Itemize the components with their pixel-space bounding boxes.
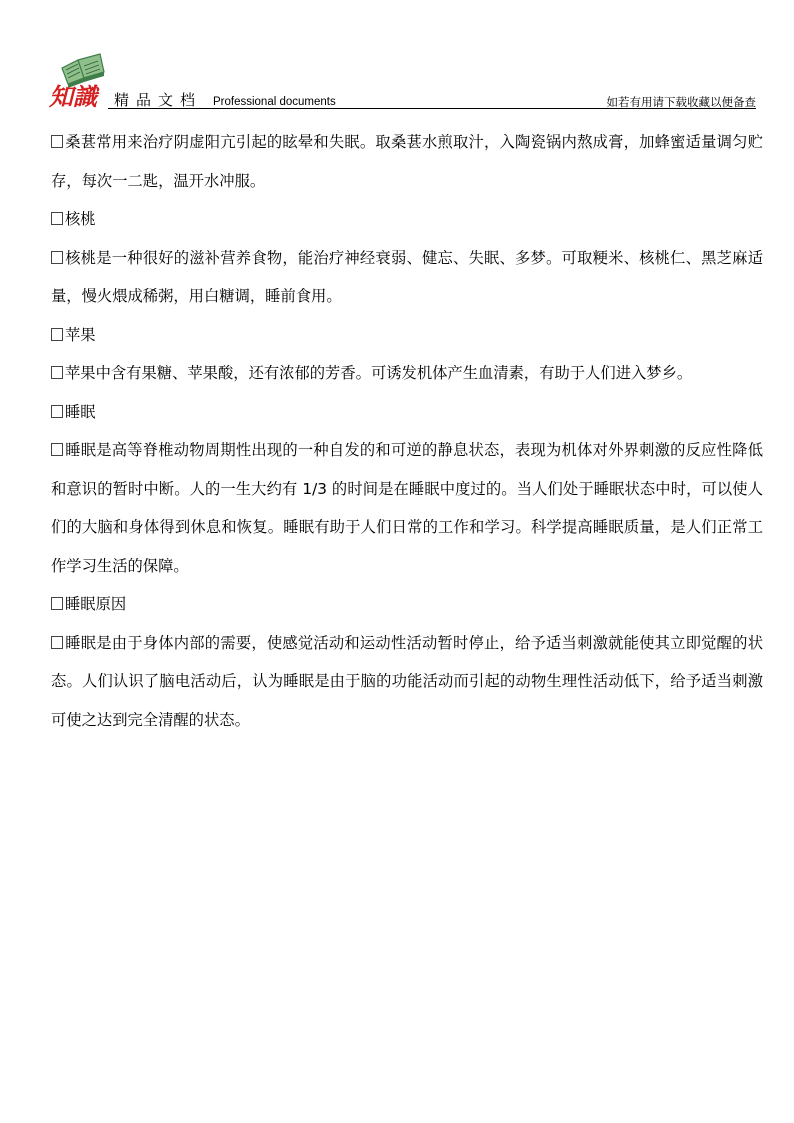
checkbox-glyph [51, 597, 63, 610]
heading-walnut [51, 200, 763, 239]
paragraph-text: 睡眠是高等脊椎动物周期性出现的一种自发的和可逆的静息状态，表现为机体对外界刺激的反应性降低和意识的暂时中断。人的一生大约有 1/3 的时间是在睡眠中度过的。当人们处于睡眠状态中时，可以使人们的大脑和身体得到休息和恢复。睡眠有助于人们日常的工作和学习。科学提高睡眠质量，是人们正常工作学习生活的保障。 [51, 441, 763, 575]
checkbox-glyph [51, 366, 63, 379]
checkbox-glyph [51, 636, 63, 649]
heading-sleep [51, 393, 763, 432]
logo [48, 52, 110, 108]
header-rule [108, 108, 756, 109]
heading-text: 睡眠 [65, 402, 96, 421]
checkbox-glyph [51, 251, 63, 264]
checkbox-glyph [51, 328, 63, 341]
paragraph-sleep-cause [51, 624, 763, 740]
heading-apple [51, 316, 763, 355]
paragraph-text: 苹果中含有果糖、苹果酸，还有浓郁的芳香。可诱发机体产生血清素，有助于人们进入梦乡。 [65, 364, 693, 382]
paragraph-mulberry [51, 123, 763, 200]
page-header [48, 52, 756, 110]
book-logo-icon [48, 52, 110, 108]
checkbox-glyph [51, 405, 63, 418]
checkbox-glyph [51, 212, 63, 225]
header-subtitle: Professional documents [213, 96, 336, 108]
header-title: 精品文档 [114, 91, 203, 109]
checkbox-glyph [51, 443, 63, 456]
heading-text: 睡眠原因 [65, 595, 127, 613]
paragraph-text: 桑葚常用来治疗阴虚阳亢引起的眩晕和失眠。取桑葚水煎取汁，入陶瓷锅内熬成膏，加蜂蜜适量调匀贮存，每次一二匙，温开水冲服。 [51, 133, 763, 190]
header-note: 如若有用请下载收藏以便备查 [606, 95, 756, 109]
paragraph-walnut [51, 239, 763, 316]
paragraph-apple [51, 354, 763, 393]
document-body [51, 123, 763, 739]
heading-text: 核桃 [65, 210, 96, 228]
paragraph-text: 睡眠是由于身体内部的需要，使感觉活动和运动性活动暂时停止，给予适当刺激就能使其立即觉醒的状态。人们认识了脑电活动后，认为睡眠是由于脑的功能活动而引起的动物生理性活动低下，给予适当刺激可使之达到完全清醒的状态。 [51, 633, 763, 729]
checkbox-glyph [51, 135, 63, 148]
paragraph-sleep [51, 431, 763, 585]
heading-text: 苹果 [65, 325, 96, 344]
heading-sleep-cause [51, 585, 763, 624]
paragraph-text: 核桃是一种很好的滋补营养食物，能治疗神经衰弱、健忘、失眠、多梦。可取粳米、核桃仁、黑芝麻适量，慢火煨成稀粥，用白糖调，睡前食用。 [51, 248, 763, 305]
svg-text:知識: 知識 [49, 82, 97, 108]
